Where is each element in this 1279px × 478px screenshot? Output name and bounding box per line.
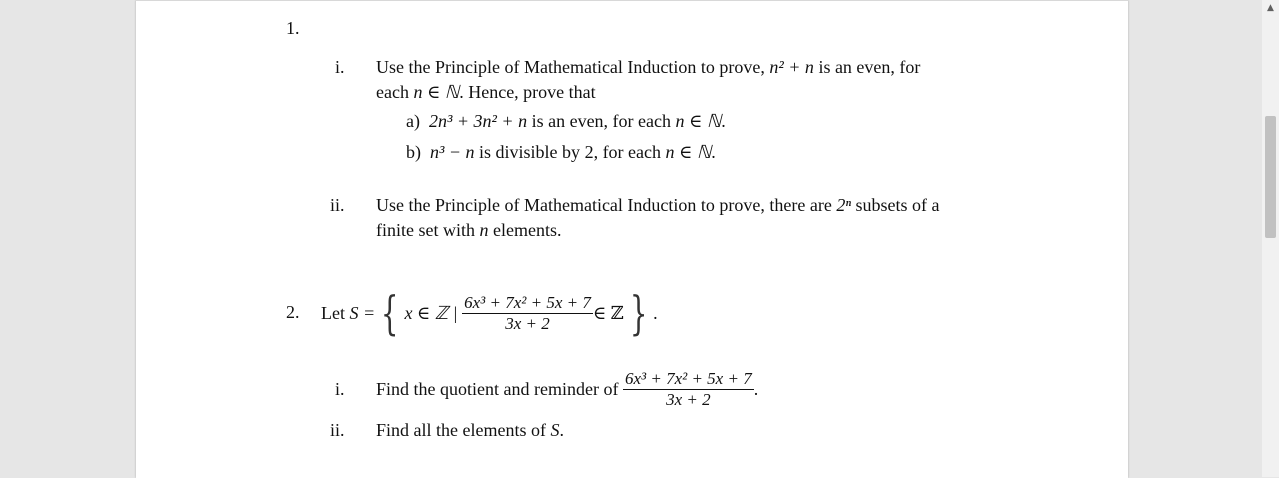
q1-ii-line2-math: n	[479, 220, 489, 240]
right-brace-icon: }	[629, 286, 648, 340]
q1-ii-line1-text-end: subsets of a	[855, 195, 940, 215]
q1-i-line2	[376, 81, 596, 103]
q1-ii-line1-math: 2ⁿ	[836, 195, 852, 215]
q1-i-a-text: is an even, for each	[531, 111, 672, 131]
q2-set-in: ∈ ℤ	[592, 303, 624, 323]
question-2-number: 2.	[286, 302, 300, 322]
q1-ii-line2-text-end: elements.	[492, 220, 562, 240]
question-1-number: 1.	[286, 18, 300, 38]
q1-i-b-num: 2	[584, 142, 594, 162]
q1-i-line2-text-end: . Hence, prove that	[459, 82, 596, 102]
q2-i-fraction	[623, 369, 754, 410]
q1-i-a	[406, 110, 726, 132]
q2-set-fraction-numerator: 6x³ + 7x² + 5x + 7	[464, 292, 591, 312]
q1-i-line1-text-end: is an even, for	[818, 57, 921, 77]
q1-i-a-math2: n ∈ ℕ	[675, 111, 722, 131]
q1-ii-line1	[376, 194, 940, 216]
q1-i-b-text: is divisible by	[479, 142, 581, 162]
q2-i-end: .	[753, 379, 759, 399]
q1-ii-line1-text: Use the Principle of Mathematical Induction to prove, there are	[376, 195, 832, 215]
q1-i-b	[406, 141, 716, 163]
vertical-scrollbar[interactable]	[1262, 0, 1279, 477]
left-brace-icon: {	[381, 286, 399, 340]
q1-ii-line2-text: finite set with	[376, 220, 475, 240]
q1-i-b-label: b)	[406, 142, 421, 162]
q1-ii-label: ii.	[330, 195, 345, 215]
q1-i-line2-text: each	[376, 82, 409, 102]
q1-i-line1-text: Use the Principle of Mathematical Induction to prove,	[376, 57, 765, 77]
q2-set-fraction	[462, 293, 593, 334]
q1-i-a-end: .	[721, 111, 726, 131]
q2-i-label: i.	[335, 379, 345, 399]
q2-set-fraction-denominator: 3x + 2	[505, 313, 550, 333]
q2-i-text: Find the quotient and reminder of	[376, 379, 619, 399]
q2-ii-line	[376, 419, 564, 441]
q1-i-label: i.	[335, 57, 345, 77]
q2-set-end: .	[653, 303, 658, 323]
scrollbar-thumb[interactable]	[1265, 116, 1276, 238]
q1-ii-line2	[376, 219, 561, 241]
document-page	[136, 0, 1128, 478]
q2-ii-math: S	[550, 420, 560, 440]
q2-set-lhs: S =	[349, 303, 376, 323]
q2-ii-label: ii.	[330, 420, 345, 440]
q1-i-a-math: 2n³ + 3n² + n	[428, 111, 528, 131]
q1-i-line1	[376, 56, 920, 78]
q1-i-b-end: .	[711, 142, 716, 162]
q2-let: Let	[321, 303, 345, 323]
q2-i-fraction-numerator: 6x³ + 7x² + 5x + 7	[624, 368, 752, 388]
q2-i-fraction-denominator: 3x + 2	[666, 389, 711, 409]
q2-set-condition: x ∈ ℤ |	[404, 303, 458, 323]
q1-i-a-label: a)	[406, 111, 420, 131]
q2-i-line	[376, 363, 758, 415]
q1-i-b-math: n³ − n	[430, 142, 475, 162]
q1-i-b-text2: , for each	[593, 142, 662, 162]
q1-i-line1-math: n² + n	[769, 57, 814, 77]
q1-i-b-math2: n ∈ ℕ	[665, 142, 712, 162]
q2-set-definition	[321, 281, 658, 345]
q2-ii-text: Find all the elements of	[376, 420, 546, 440]
scroll-up-arrow-icon[interactable]: ▲	[1267, 3, 1274, 13]
q1-i-line2-math: n ∈ ℕ	[413, 82, 460, 102]
q2-ii-end: .	[559, 420, 564, 440]
